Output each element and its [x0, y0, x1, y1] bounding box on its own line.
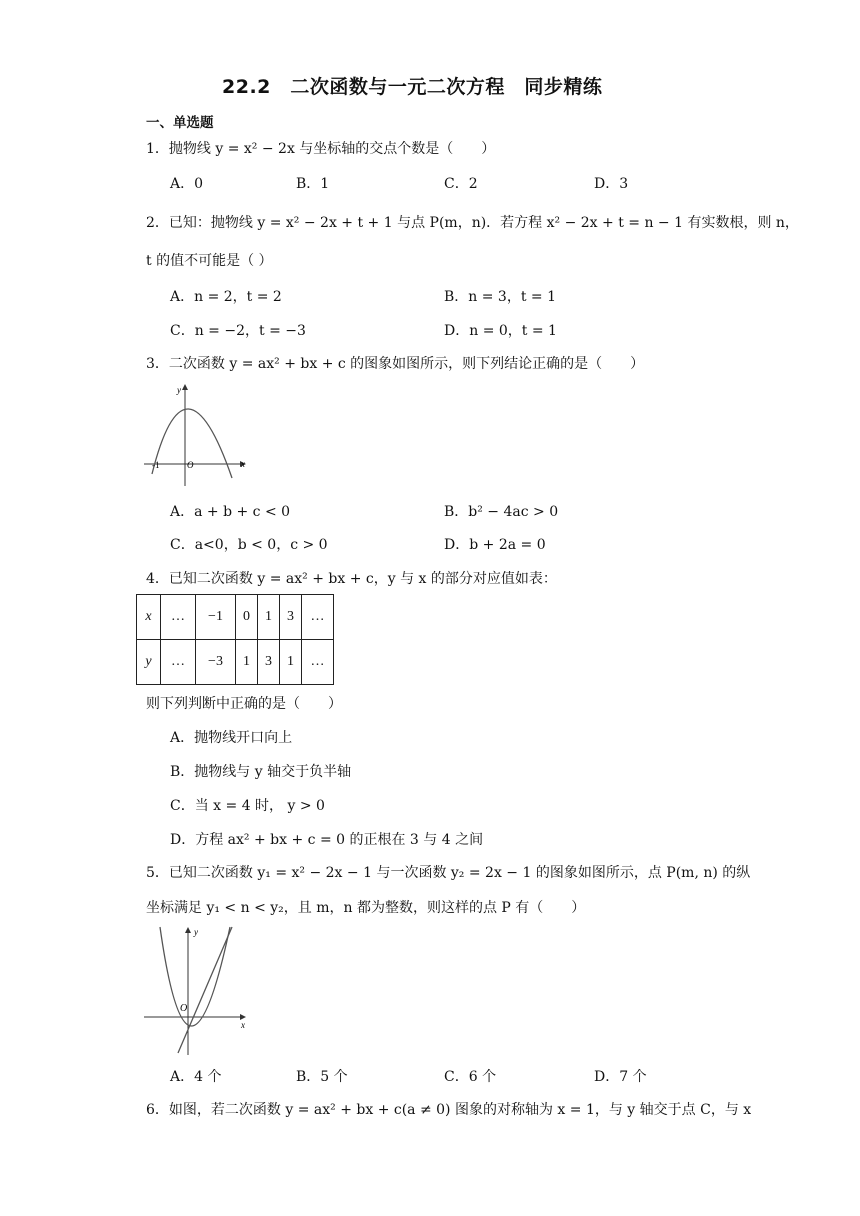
q3-option-b: B．b² − 4ac > 0	[444, 504, 559, 520]
q5-option-d: D．7 个	[594, 1069, 647, 1085]
section-heading: 一、单选题	[146, 115, 214, 131]
q2-option-a: A．n = 2，t = 2	[170, 289, 282, 305]
q4-stem: 4．已知二次函数 y = ax² + bx + c，y 与 x 的部分对应值如表：	[146, 571, 557, 587]
table-cell: 0	[236, 595, 258, 640]
q3-option-c: C．a<0，b < 0，c > 0	[170, 537, 328, 553]
q3-stem: 3．二次函数 y = ax² + bx + c 的图象如图所示，则下列结论正确的是（ ）	[146, 356, 645, 372]
q5-line	[178, 927, 232, 1053]
q2-stem-line1: 2．已知：抛物线 y = x² − 2x + t + 1 与点 P(m，n)．若方程 x² − 2x + t = n − 1 有实数根，则 n，	[146, 215, 799, 231]
q2-option-c: C．n = −2，t = −3	[170, 323, 306, 339]
q3-minus-one-label: -1	[152, 460, 160, 470]
q4-value-table	[136, 594, 334, 685]
q5-parabola-curve	[160, 927, 230, 1026]
q4-option-c: C．当 x = 4 时， y > 0	[170, 798, 325, 814]
q5-y-arrow	[185, 927, 191, 933]
q3-y-label: y	[177, 385, 181, 395]
table-cell: x	[137, 595, 161, 640]
q1-option-d: D．3	[594, 176, 629, 192]
page-title: 22.2 二次函数与一元二次方程 同步精练	[222, 76, 603, 98]
table-row	[137, 640, 334, 685]
q1-option-b: B．1	[296, 176, 330, 192]
q3-option-a: A．a + b + c < 0	[170, 504, 291, 520]
q3-y-arrow	[182, 384, 188, 390]
table-cell: …	[161, 595, 196, 640]
q5-option-b: B．5 个	[296, 1069, 348, 1085]
table-cell: …	[161, 640, 196, 685]
table-cell: y	[137, 640, 161, 685]
q5-option-c: C．6 个	[444, 1069, 497, 1085]
q3-origin-label: O	[187, 460, 194, 470]
q4-question: 则下列判断中正确的是（ ）	[146, 696, 342, 712]
q5-stem-line2: 坐标满足 y₁ < n < y₂，且 m，n 都为整数，则这样的点 P 有（ ）	[146, 900, 586, 916]
table-cell: …	[302, 640, 334, 685]
table-cell: −3	[196, 640, 236, 685]
q1-option-c: C．2	[444, 176, 478, 192]
q2-option-b: B．n = 3，t = 1	[444, 289, 557, 305]
q5-x-label: x	[241, 1020, 245, 1030]
q2-stem-line2: t 的值不可能是（ ）	[146, 253, 273, 269]
table-cell: …	[302, 595, 334, 640]
table-cell: 1	[236, 640, 258, 685]
q3-parabola-graph	[144, 382, 252, 488]
q5-stem-line1: 5．已知二次函数 y₁ = x² − 2x − 1 与一次函数 y₂ = 2x − 1 的图象如图所示，点 P(m, n) 的纵	[146, 865, 751, 881]
table-cell: 1	[258, 595, 280, 640]
q4-option-d: D．方程 ax² + bx + c = 0 的正根在 3 与 4 之间	[170, 832, 484, 848]
q5-option-a: A．4 个	[170, 1069, 222, 1085]
q1-stem: 1．抛物线 y = x² − 2x 与坐标轴的交点个数是（ ）	[146, 141, 496, 157]
q5-origin-label: O	[180, 1003, 188, 1014]
q4-option-a: A．抛物线开口向上	[170, 730, 293, 746]
q1-option-a: A．0	[170, 176, 204, 192]
table-cell: −1	[196, 595, 236, 640]
table-row	[137, 595, 334, 640]
q4-option-b: B．抛物线与 y 轴交于负半轴	[170, 764, 352, 780]
q6-stem: 6．如图，若二次函数 y = ax² + bx + c(a ≠ 0) 图象的对称轴为 x = 1，与 y 轴交于点 C，与 x	[146, 1102, 752, 1118]
table-cell: 3	[258, 640, 280, 685]
q3-option-d: D．b + 2a = 0	[444, 537, 546, 553]
table-cell: 1	[280, 640, 302, 685]
q5-functions-graph	[142, 925, 252, 1057]
table-cell: 3	[280, 595, 302, 640]
q5-y-label: y	[194, 927, 198, 937]
q2-option-d: D．n = 0，t = 1	[444, 323, 557, 339]
q3-x-label: x	[241, 459, 245, 469]
